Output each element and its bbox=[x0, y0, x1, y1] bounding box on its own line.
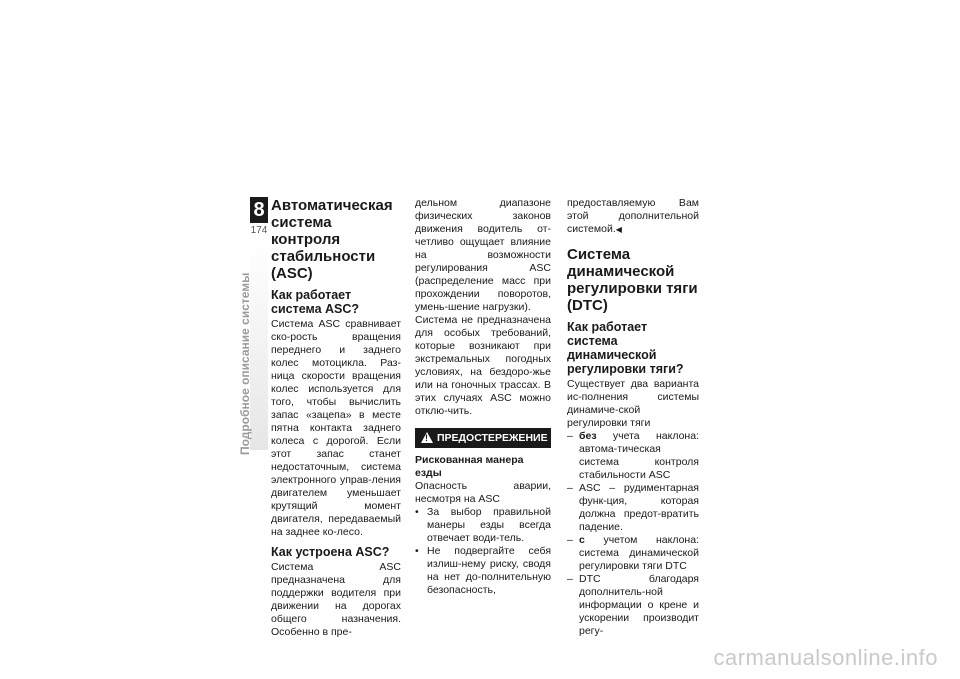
heading-how-built: Как устроена ASC? bbox=[271, 545, 390, 559]
paragraph-not-for: Система не предназначена для особых требований, которые возникают при экстремальных погодных условиях, на бездоро-жье или на гоночных трассах. В этих случаях ASC можно отклю-чить. bbox=[415, 314, 551, 417]
list-item: – без учета наклона: автома-тическая система контроля стабильности ASC bbox=[567, 430, 699, 481]
paragraph-intro: Существует два варианта ис-полнения системы динамиче-ской регулировки тяги bbox=[567, 378, 699, 429]
paragraph-how-built: Система ASC предназначена для поддержки водителя при движении на дорогах общего назначения. Особенно в пре- bbox=[271, 561, 401, 638]
sidebar-gradient bbox=[250, 240, 268, 450]
list-item: – DTC благодаря дополнитель-ной информации о крене и ускорении производит регу- bbox=[567, 573, 699, 637]
chapter-tab: 8 bbox=[250, 197, 268, 223]
heading-how-works: Как работает система ASC? bbox=[271, 288, 360, 316]
page-number: 174 bbox=[250, 225, 268, 236]
list-item: – ASC – рудиментарная функ-ция, которая должна предот-вратить падение. bbox=[567, 482, 699, 533]
heading-how-works-dtc: Как работает система динамической регулировки тяги? bbox=[567, 320, 684, 376]
column-3 bbox=[567, 197, 699, 638]
section-title-dtc: Система динамической регулировки тяги (DTC) bbox=[567, 246, 698, 314]
list-item: • Не подвергайте себя излиш-нему риску, сводя на нет до-полнительную безопасность, bbox=[415, 545, 551, 596]
side-title: Подробное описание системы bbox=[238, 272, 252, 455]
warning-label: ПРЕДОСТЕРЕЖЕНИЕ bbox=[437, 432, 548, 444]
footer-watermark: carmanualsonline.info bbox=[713, 645, 938, 670]
end-mark-icon: ◀ bbox=[615, 225, 622, 234]
warning-banner bbox=[415, 428, 551, 448]
warning-text: Опасность аварии, несмотря на ASC bbox=[415, 480, 551, 505]
paragraph-how-works: Система ASC сравнивает ско-рость вращения переднего и заднего колес мотоцикла. Раз-ница скорости вращения колес используется для того, чтобы вычислить запас «зацепа» в месте пятна контакта заднего колеса с дорогой. Если этот запас станет недостаточным, система электронного управ-ления двигателем уменьшает крутящий момент двигателя, передаваемый на заднее ко-лесо. bbox=[271, 318, 401, 538]
column-1 bbox=[271, 197, 401, 639]
warning-triangle-icon bbox=[421, 432, 433, 443]
list-item: – с учетом наклона: система динамической регулировки тяги DTC bbox=[567, 534, 699, 572]
variant-list bbox=[567, 430, 699, 638]
section-title-asc: Автоматическая система контроля стабильности (ASC) bbox=[271, 197, 393, 282]
list-item: • За выбор правильной манеры езды всегда отвечает води-тель. bbox=[415, 506, 551, 544]
paragraph-continued: предоставляемую Вам этой дополнительной системой.◀ bbox=[567, 197, 699, 235]
warning-subtitle: Рискованная манера езды bbox=[415, 454, 524, 479]
column-2 bbox=[415, 197, 551, 597]
warning-bullets bbox=[415, 506, 551, 597]
paragraph-continued: дельном диапазоне физических законов движения водитель от-четливо ощущает влияние на возможности регулирования ASC (распределение масс при прохождении поворотов, умень-шение нагрузки). bbox=[415, 197, 551, 313]
